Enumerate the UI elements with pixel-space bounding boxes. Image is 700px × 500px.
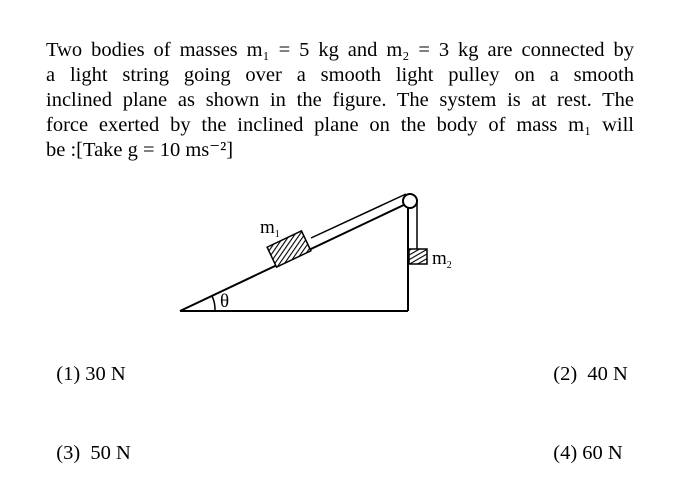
m2-label: $m_2$ (432, 248, 452, 271)
angle-label: θ (220, 291, 230, 312)
option-value: 40 N (587, 363, 628, 385)
question-line: inclined plane as shown in the figure. The system is at rest. The (46, 89, 634, 111)
option-4[interactable] (543, 417, 623, 465)
question-text (46, 38, 634, 163)
block-m2 (409, 249, 427, 264)
question-line: Two bodies of masses m₁ = 5 kg and m₂ = 3 kg are connected by (46, 39, 634, 61)
pulley (403, 194, 417, 208)
inclined-plane-figure (170, 180, 460, 320)
question-line: force exerted by the inclined plane on the body of mass m₁ will (46, 114, 634, 136)
option-number: (4) (553, 442, 578, 464)
option-value: 30 N (85, 363, 126, 385)
question-line: a light string going over a smooth light pulley on a smooth (46, 64, 634, 86)
option-number: (3) (56, 442, 81, 464)
option-number: (1) (56, 363, 81, 385)
m1-label: $m_1$ (260, 217, 280, 240)
option-value: 60 N (582, 442, 623, 464)
option-value: 50 N (90, 442, 131, 464)
option-3[interactable] (46, 417, 131, 465)
angle-arc (212, 296, 215, 311)
option-number: (2) (553, 363, 578, 385)
option-2[interactable] (543, 338, 628, 386)
option-1[interactable] (46, 338, 126, 386)
figure-svg (170, 180, 460, 320)
question-line: be :[Take g = 10 ms⁻²] (46, 139, 234, 161)
string-incline (311, 194, 406, 238)
